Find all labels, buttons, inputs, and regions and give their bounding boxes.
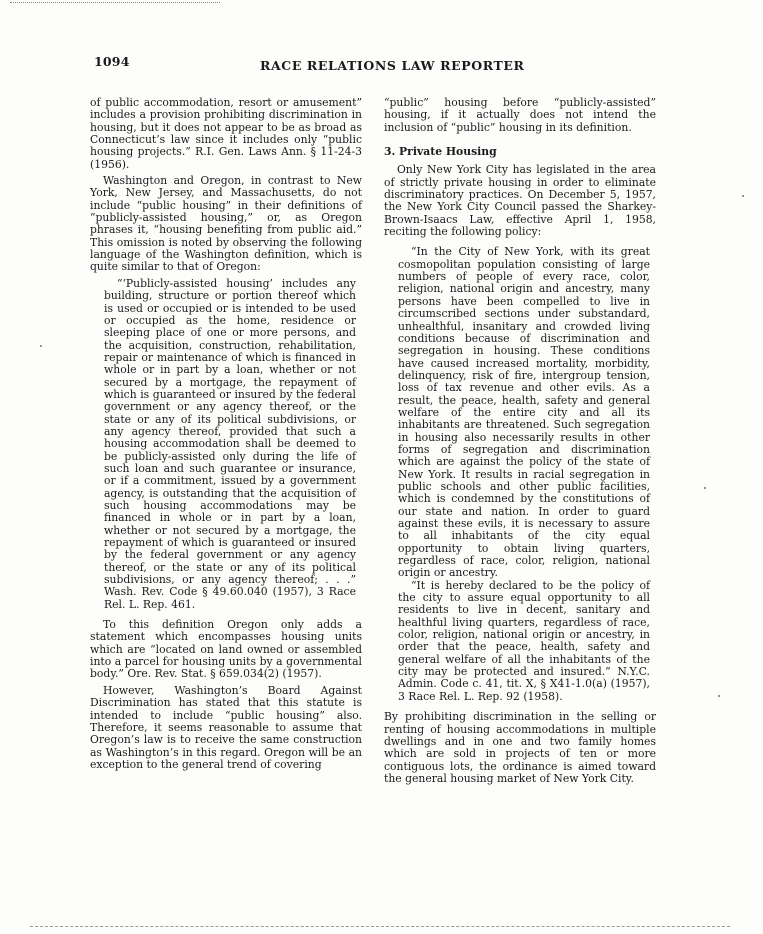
left-paragraph-3: To this definition Oregon only adds a statement which encompasses housing units which are “located on land owned or assembled into a parcel for housing units by a governmental body.” Ore. Rev. Stat. § 659.034(2) (1957). (90, 618, 362, 681)
section-heading: 3. Private Housing (384, 145, 497, 159)
washington-definition-quote: “‘Publicly-assisted housing’ includes any building, structure or portion thereof which is used or occupied or is intended to be used or occupied as the home, residence or sleeping place of one or more persons, and the acquisition, construction, rehabilitation, repair or maintenance of which is financed in whole or in part by a loan, whether or not secured by a mortgage, the repayment of which is guaranteed or insured by the federal government or any agency thereof, or the state or any of its political subdivisions, or any agency thereof, provided that such a housing accommodation shall be deemed to be publicly-assisted only during the life of such loan and such guarantee or insurance, or if a commitment, issued by a government agency, is outstanding that the acquisition of such housing accommodations may be financed in whole or in part by a loan, whether or not secured by a mortgage, the repayment of which is guaranteed or insured by the federal government or any agency thereof, or the state or any of its political subdivisions, or any agency thereof; . . .” Wash. Rev. Code § 49.60.040 (1957), 3 Race Rel. L. Rep. 461. (104, 276, 356, 611)
right-paragraph-2: Only New York City has legislated in the area of strictly private housing in order to eliminate discriminatory practices. On December 5, 1957, the New York City Council passed the Sharkey-Brown-Isaacs Law, effective April 1, 1958, reciting the following policy: (384, 163, 656, 239)
right-paragraph-1: “public” housing before “publicly-assisted” housing, if it actually does not intend the inclusion of “public” housing in its definition. (384, 96, 656, 134)
right-column (384, 97, 656, 785)
scan-speck (40, 345, 42, 347)
left-column (90, 97, 362, 771)
scan-speck (742, 195, 744, 197)
running-head: RACE RELATIONS LAW REPORTER (260, 58, 525, 73)
scan-speck (704, 487, 706, 489)
page-number: 1094 (94, 54, 130, 69)
nyc-policy-quote-1: “In the City of New York, with its great cosmopolitan population consisting of large numbers of people of every race, color, religion, national origin and ancestry, many persons have been compelled to live in circumscribed sections under substandard, unhealthful, insanitary and crowded living conditions because of discrimination and segregation in housing. These conditions have caused increased mortality, morbidity, delinquency, risk of fire, intergroup tension, loss of tax revenue and other evils. As a result, the peace, health, safety and general welfare of the entire city and all its inhabitants are threatened. Such segregation in housing also necessarily results in other forms of segregation and discrimination which are against the policy of the state of New York. It results in racial segregation in public schools and other public facilities, which is condemned by the constitutions of our state and nation. In order to guard against these evils, it is necessary to assure to all inhabitants of the city equal opportunity to obtain living quarters, regardless of race, color, religion, national origin or ancestry. (398, 245, 650, 580)
right-paragraph-3: By prohibiting discrimination in the selling or renting of housing accommodations in multiple dwellings and in one and two family homes which are sold in projects of ten or more contiguous lots, the ordinance is aimed toward the general housing market of New York City. (384, 710, 656, 785)
bottom-edge-artifact (30, 926, 730, 927)
left-paragraph-2: Washington and Oregon, in contrast to New York, New Jersey, and Massachusetts, do not include “public housing” in their definitions of “publicly-assisted housing,” or, as Oregon phrases it, “housing benefiting from public aid.” This omission is noted by observing the following language of the Washington definition, which is quite similar to that of Oregon: (90, 174, 362, 274)
left-paragraph-1: of public accommodation, resort or amusement” includes a provision prohibiting discrimination in housing, but it does not appear to be as broad as Connecticut’s law since it includes only “public housing projects.” R.I. Gen. Laws Ann. § 11-24-3 (1956). (90, 96, 362, 171)
nyc-policy-quote-2: “It is hereby declared to be the policy of the city to assure equal opportunity to all residents to live in decent, sanitary and healthful living quarters, regardless of race, color, religion, national origin or ancestry, in order that the peace, health, safety and general welfare of all the inhabitants of the city may be protected and insured.” N.Y.C. Admin. Code c. 41, tit. X, § X41-1.0(a) (1957), 3 Race Rel. L. Rep. 92 (1958). (398, 578, 650, 703)
left-paragraph-4: However, Washington’s Board Against Discrimination has stated that this statute is intended to include “public housing” also. Therefore, it seems reasonable to assume that Oregon’s law is to receive the same construction as Washington’s in this regard. Oregon will be an exception to the general trend of covering (90, 683, 362, 771)
scan-speck (718, 695, 720, 697)
top-edge-artifact (10, 2, 220, 3)
